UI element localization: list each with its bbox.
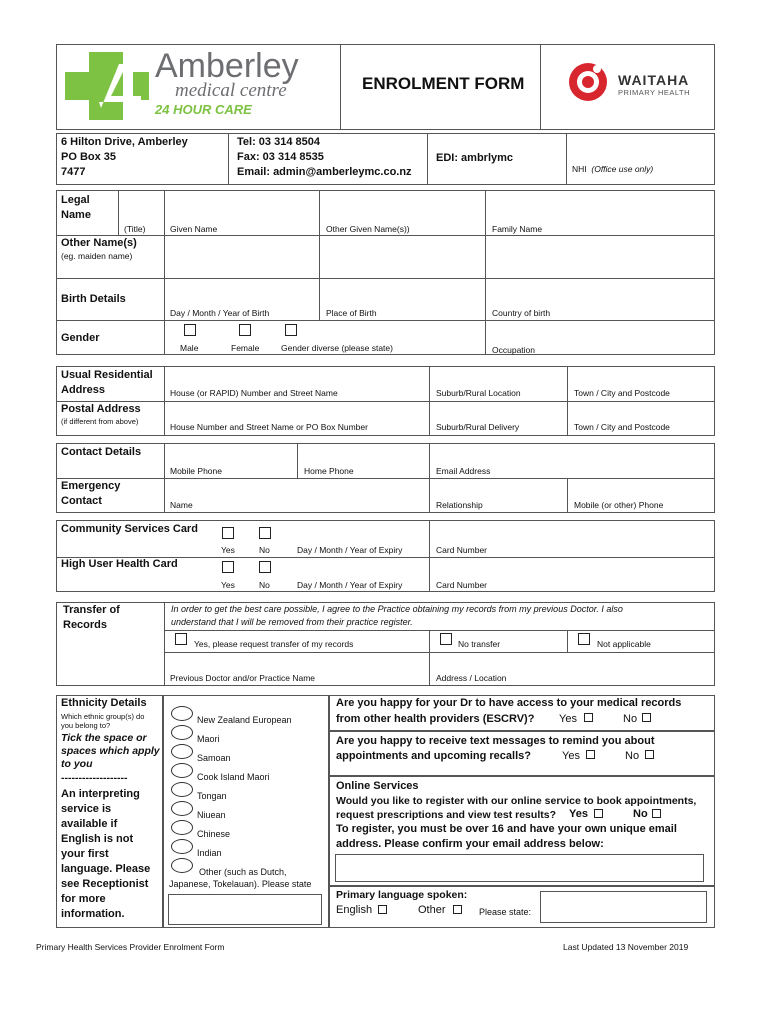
- csc-number-label: Card Number: [436, 545, 488, 555]
- huhc-expiry-label: Day / Month / Year of Expiry: [297, 580, 403, 590]
- transfer-no-checkbox[interactable]: [440, 633, 452, 645]
- language-english-checkbox[interactable]: [378, 905, 387, 914]
- ethnicity-samoan-option[interactable]: [171, 744, 193, 759]
- transfer-no-label: No transfer: [458, 639, 501, 649]
- birth-place-label: Place of Birth: [326, 308, 377, 318]
- partner-name: WAITAHA: [618, 72, 690, 88]
- ethnicity-maori-label: Maori: [197, 734, 220, 744]
- mobile-input[interactable]: [165, 444, 296, 465]
- relationship-label: Relationship: [436, 500, 483, 510]
- postal-suburb-input[interactable]: [430, 402, 566, 421]
- escrv-yes-checkbox[interactable]: [584, 713, 593, 722]
- escrv-no-checkbox[interactable]: [642, 713, 651, 722]
- logo-word: Amberley: [155, 47, 299, 85]
- address-line-3: 7477: [61, 166, 86, 178]
- email-input[interactable]: [430, 444, 714, 465]
- suburb-label: Suburb/Rural Location: [436, 388, 521, 398]
- town-label: Town / City and Postcode: [574, 388, 670, 398]
- ethnicity-nz-european-label: New Zealand European: [197, 715, 292, 725]
- prev-address-input[interactable]: [430, 653, 714, 672]
- text-question-2: appointments and upcoming recalls?: [336, 750, 531, 762]
- occupation-input[interactable]: [486, 321, 714, 344]
- huhc-number-label: Card Number: [436, 580, 488, 590]
- prev-address-label: Address / Location: [436, 673, 507, 683]
- ethnicity-samoan-label: Samoan: [197, 753, 231, 763]
- interp-4: English is not: [61, 833, 134, 845]
- ethnicity-tongan-option[interactable]: [171, 782, 193, 797]
- form-title: ENROLMENT FORM: [362, 74, 525, 93]
- other-given-label: Other Given Name(s)): [326, 224, 410, 234]
- home-phone-label: Home Phone: [304, 466, 354, 476]
- transfer-consent-2: understand that I will be removed from their practice register.: [171, 617, 413, 627]
- other-names-label: Other Name(s): [61, 237, 137, 249]
- birth-country-label: Country of birth: [492, 308, 551, 318]
- residential-suburb-input[interactable]: [430, 367, 566, 387]
- ethnicity-cook-island-label: Cook Island Maori: [197, 772, 270, 782]
- ethnicity-cook-island-option[interactable]: [171, 763, 193, 778]
- postal-note: (if different from above): [61, 417, 139, 426]
- tick-instruction-1: Tick the space or: [61, 732, 147, 744]
- ethnicity-tongan-label: Tongan: [197, 791, 227, 801]
- header-divider-left: [340, 44, 341, 130]
- mobile-label: Mobile Phone: [170, 466, 222, 476]
- ethnicity-indian-label: Indian: [197, 848, 222, 858]
- csc-no-checkbox[interactable]: [259, 527, 271, 539]
- family-name-input[interactable]: [486, 191, 714, 223]
- ethnicity-nz-european-option[interactable]: [171, 706, 193, 721]
- legal-label-2: Name: [61, 209, 91, 221]
- interp-7: see Receptionist: [61, 878, 149, 890]
- dob-input[interactable]: [165, 279, 318, 307]
- footer-right: Last Updated 13 November 2019: [563, 942, 689, 952]
- csc-number-input[interactable]: [430, 521, 714, 544]
- dob-label: Day / Month / Year of Birth: [170, 308, 270, 318]
- nhi-label: NHI (Office use only): [572, 164, 654, 174]
- title-field-label: (Title): [124, 224, 146, 234]
- online-question-2: request prescriptions and view test results?: [336, 809, 556, 821]
- online-yes-label: Yes: [569, 808, 588, 820]
- logo-tagline: 24 HOUR CARE: [155, 102, 252, 117]
- transfer-h1: [164, 630, 715, 631]
- given-name-input[interactable]: [165, 191, 318, 223]
- interp-8: for more: [61, 893, 106, 905]
- postal-suburb-label: Suburb/Rural Delivery: [436, 422, 520, 432]
- emergency-name-label: Name: [170, 500, 193, 510]
- logo-subtitle: medical centre: [175, 80, 287, 101]
- header-divider-right: [540, 44, 541, 130]
- interp-9: information.: [61, 908, 125, 920]
- language-state-label: Please state:: [479, 907, 532, 917]
- amberley-cross-icon: [63, 50, 151, 122]
- interp-1: An interpreting: [61, 788, 140, 800]
- waitaha-emblem-icon: [566, 60, 610, 104]
- online-question-1: Would you like to register with our online service to book appointments,: [336, 795, 697, 807]
- gender-male-checkbox[interactable]: [184, 324, 196, 336]
- birth-details-label: Birth Details: [61, 293, 126, 305]
- ethnicity-chinese-option[interactable]: [171, 820, 193, 835]
- amberley-logo: [63, 47, 335, 122]
- other-names-note: (eg. maiden name): [61, 251, 133, 261]
- huhc-label: High User Health Card: [61, 558, 178, 570]
- gender-diverse-label: Gender diverse (please state): [281, 343, 393, 353]
- gender-female-label: Female: [231, 343, 260, 353]
- title-input[interactable]: [119, 191, 163, 223]
- prev-doctor-input[interactable]: [165, 653, 428, 672]
- ethnicity-other-label-1: Other (such as Dutch,: [199, 867, 287, 877]
- language-other-checkbox[interactable]: [453, 905, 462, 914]
- clinic-tel: Tel: 03 314 8504: [237, 136, 320, 148]
- language-state-input[interactable]: [540, 891, 707, 923]
- other-names-input[interactable]: [165, 236, 714, 277]
- text-yes-label: Yes: [562, 750, 580, 762]
- huhc-no-label: No: [259, 580, 270, 590]
- gender-male-label: Male: [180, 343, 199, 353]
- ethnicity-indian-option[interactable]: [171, 839, 193, 854]
- online-no-checkbox[interactable]: [652, 809, 661, 818]
- partner-subtitle: PRIMARY HEALTH: [618, 88, 691, 97]
- transfer-v3: [567, 630, 568, 652]
- clinic-fax: Fax: 03 314 8535: [237, 151, 324, 163]
- language-english-label: English: [336, 904, 373, 916]
- ethnicity-maori-option[interactable]: [171, 725, 193, 740]
- online-requirement-1: To register, you must be over 16 and have your own unique email: [336, 823, 677, 835]
- family-name-label: Family Name: [492, 224, 543, 234]
- ethnicity-other-option[interactable]: [171, 858, 193, 873]
- emergency-name-input[interactable]: [165, 479, 428, 499]
- transfer-yes-label: Yes, please request transfer of my records: [194, 639, 354, 649]
- interp-2: service is: [61, 803, 112, 815]
- escrv-question-2: from other health providers (ESCRV)?: [336, 713, 535, 725]
- huhc-no-checkbox[interactable]: [259, 561, 271, 573]
- escrv-no-label: No: [623, 713, 638, 725]
- ethnicity-niuean-option[interactable]: [171, 801, 193, 816]
- transfer-consent-1: In order to get the best care possible, I agree to the Practice obtaining my records from my previous Doctor. I also: [171, 604, 623, 614]
- postal-town-label: Town / City and Postcode: [574, 422, 670, 432]
- residential-street-input[interactable]: [165, 367, 428, 387]
- residential-label-2: Address: [61, 384, 106, 396]
- ethnicity-niuean-label: Niuean: [197, 810, 226, 820]
- transfer-label-1: Transfer of: [63, 604, 120, 616]
- gender-female-checkbox[interactable]: [239, 324, 251, 336]
- birth-place-input[interactable]: [320, 279, 484, 307]
- transfer-na-checkbox[interactable]: [578, 633, 590, 645]
- emergency-label-1: Emergency: [61, 480, 121, 492]
- transfer-yes-checkbox[interactable]: [175, 633, 187, 645]
- address-line-2: PO Box 35: [61, 151, 117, 163]
- clinic-edi: EDI: ambrlymc: [436, 152, 514, 164]
- ethnicity-other-input[interactable]: [168, 894, 322, 925]
- ethnicity-question-2: you belong to?: [61, 721, 111, 730]
- given-name-label: Given Name: [170, 224, 218, 234]
- ethnicity-chinese-label: Chinese: [197, 829, 231, 839]
- interp-6: language. Please: [61, 863, 151, 875]
- residential-label-1: Usual Residential: [61, 369, 153, 381]
- postal-town-input[interactable]: [568, 402, 714, 421]
- footer-left: Primary Health Services Provider Enrolment Form: [36, 942, 225, 952]
- transfer-v1: [164, 602, 165, 686]
- ethnicity-title: Ethnicity Details: [61, 697, 147, 709]
- contact-details-label: Contact Details: [61, 446, 142, 458]
- transfer-na-label: Not applicable: [597, 639, 651, 649]
- language-other-label: Other: [418, 904, 446, 916]
- legal-label-1: Legal: [61, 194, 90, 206]
- gender-diverse-checkbox[interactable]: [285, 324, 297, 336]
- huhc-yes-label: Yes: [221, 580, 235, 590]
- ethnicity-other-label-2: Japanese, Tokelauan). Please state: [169, 879, 312, 889]
- transfer-label-2: Records: [63, 619, 108, 631]
- online-services-title: Online Services: [336, 780, 419, 792]
- interp-5: your first: [61, 848, 109, 860]
- text-question-1: Are you happy to receive text messages to remind you about: [336, 735, 655, 747]
- csc-no-label: No: [259, 545, 270, 555]
- contact-divider-2: [427, 133, 428, 185]
- csc-yes-checkbox[interactable]: [222, 527, 234, 539]
- house-label: House (or RAPID) Number and Street Name: [170, 388, 338, 398]
- birth-country-input[interactable]: [486, 279, 714, 307]
- online-no-label: No: [633, 808, 648, 820]
- interp-3: available if: [61, 818, 118, 830]
- waitaha-logo: [566, 60, 706, 108]
- ethnicity-question-1: Which ethnic group(s) do: [61, 712, 145, 721]
- escrv-yes-label: Yes: [559, 713, 577, 725]
- online-requirement-2: address. Please confirm your email address below:: [336, 838, 604, 850]
- address-line-1: 6 Hilton Drive, Amberley: [61, 136, 188, 148]
- csc-label: Community Services Card: [61, 523, 198, 535]
- postal-house-label: House Number and Street Name or PO Box Number: [170, 422, 368, 432]
- prev-doctor-label: Previous Doctor and/or Practice Name: [170, 673, 316, 683]
- emergency-phone-input[interactable]: [568, 479, 714, 499]
- contact-divider-3: [566, 133, 567, 185]
- huhc-number-input[interactable]: [430, 558, 714, 579]
- postal-label: Postal Address: [61, 403, 141, 415]
- other-given-input[interactable]: [320, 191, 484, 223]
- language-title: Primary language spoken:: [336, 889, 468, 901]
- csc-expiry-label: Day / Month / Year of Expiry: [297, 545, 403, 555]
- relationship-input[interactable]: [430, 479, 566, 499]
- occupation-label: Occupation: [492, 345, 535, 355]
- online-email-input[interactable]: [335, 854, 704, 882]
- text-yes-checkbox[interactable]: [586, 750, 595, 759]
- online-yes-checkbox[interactable]: [594, 809, 603, 818]
- text-no-label: No: [625, 750, 640, 762]
- ethnicity-dashes: -------------------: [61, 772, 128, 784]
- home-phone-input[interactable]: [298, 444, 428, 465]
- tick-instruction-3: to you: [61, 758, 93, 770]
- tick-instruction-2: spaces which apply: [61, 745, 160, 757]
- emergency-label-2: Contact: [61, 495, 102, 507]
- residential-town-input[interactable]: [568, 367, 714, 387]
- contact-divider-1: [228, 133, 229, 185]
- escrv-question-1: Are you happy for your Dr to have access to your medical records: [336, 697, 682, 709]
- gender-label: Gender: [61, 332, 100, 344]
- csc-yes-label: Yes: [221, 545, 235, 555]
- postal-street-input[interactable]: [165, 402, 428, 421]
- email-address-label: Email Address: [436, 466, 491, 476]
- huhc-yes-checkbox[interactable]: [222, 561, 234, 573]
- clinic-email[interactable]: Email: admin@amberleymc.co.nz: [237, 166, 412, 178]
- text-no-checkbox[interactable]: [645, 750, 654, 759]
- emergency-mobile-label: Mobile (or other) Phone: [574, 500, 664, 510]
